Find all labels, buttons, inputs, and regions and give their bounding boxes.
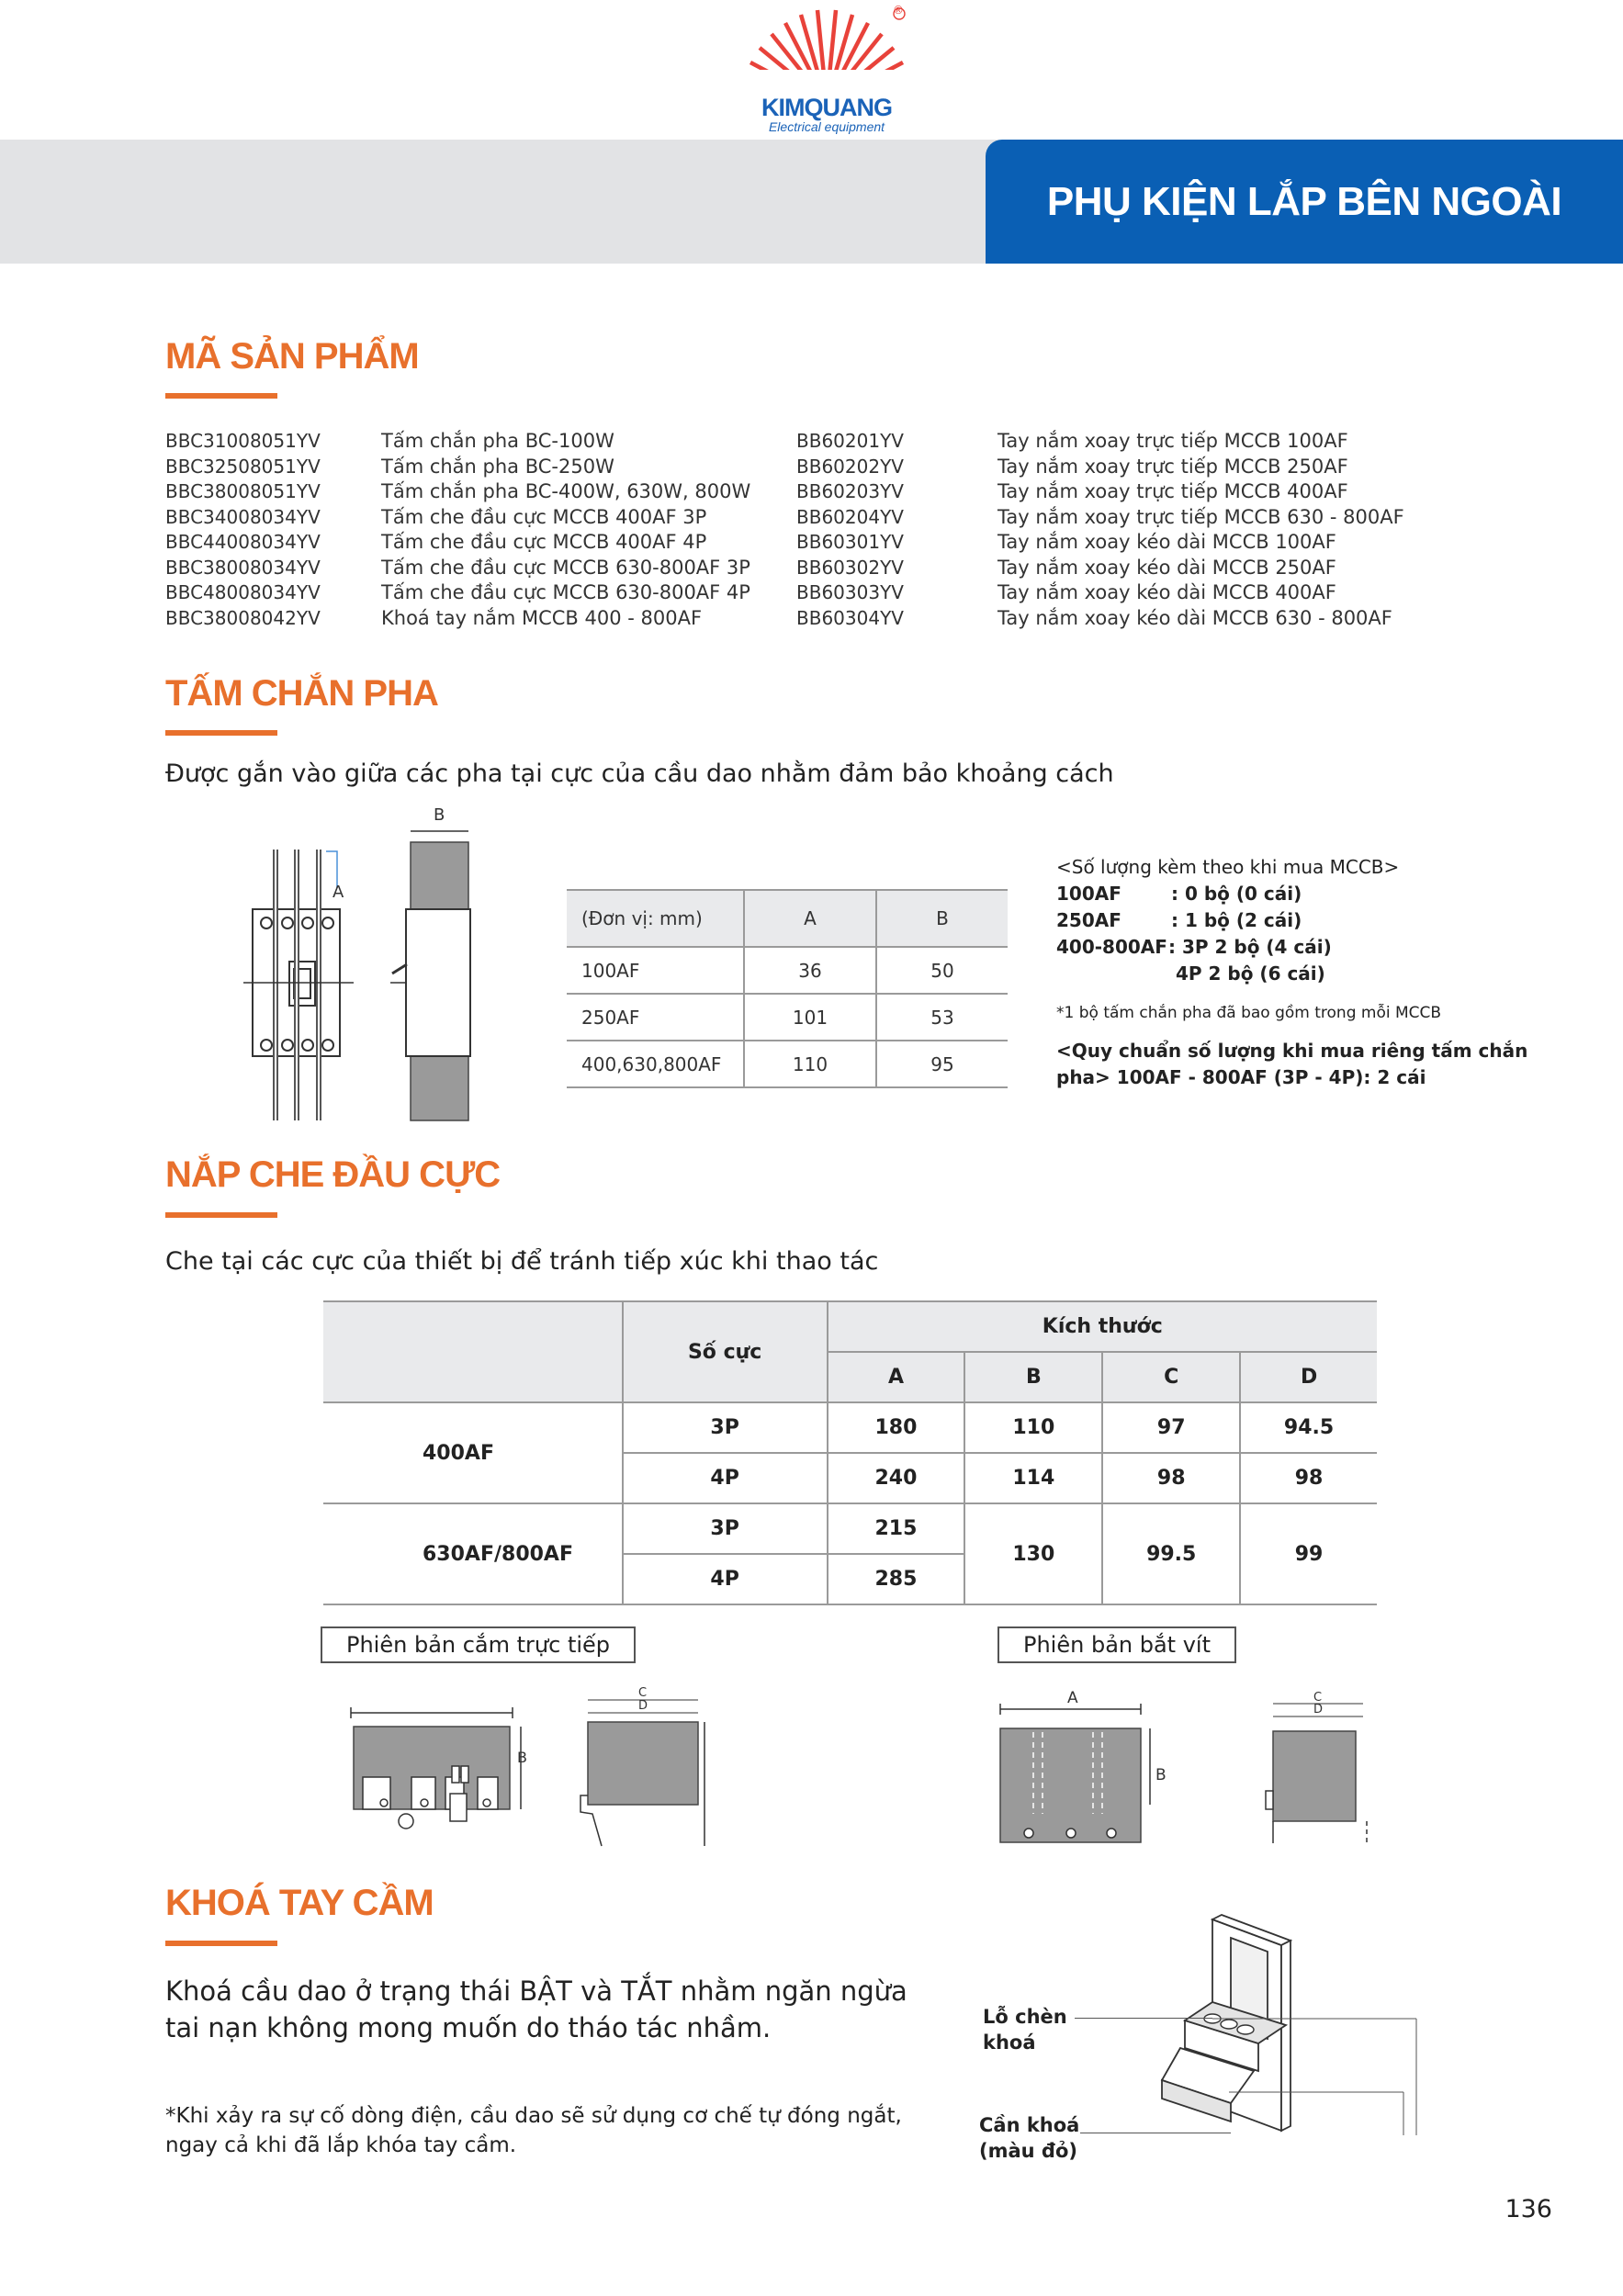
section-title-phase-barrier: TẤM CHẮN PHA <box>165 673 438 714</box>
product-code: BBC44008034YV <box>165 531 321 553</box>
table-row <box>567 947 1008 994</box>
handle-lock-description-line: tai nạn không mong muốn do tháo tác nhầm. <box>165 2012 772 2043</box>
screw-cover-side-view <box>1273 1731 1356 1821</box>
registered-mark: ® <box>893 4 904 17</box>
product-description: Tay nắm xoay kéo dài MCCB 100AF <box>997 531 1336 553</box>
quantity-value: : 1 bộ (2 cái) <box>1171 909 1302 931</box>
product-code: BB60301YV <box>796 531 904 553</box>
table-cell: 100AF <box>567 947 744 994</box>
sunburst-logo-icon <box>730 4 923 105</box>
handle-lock-diagram <box>1075 1910 1433 2149</box>
terminal-cover-description: Che tại các cực của thiết bị để tránh tiếp xúc khi thao tác <box>165 1247 879 1276</box>
label-lock-hole-line: khoá <box>983 2032 1036 2054</box>
leader-line <box>1075 2018 1212 2019</box>
product-description: Tấm che đầu cực MCCB 630-800AF 3P <box>381 556 750 579</box>
terminal-cover-screw-diagram <box>992 1685 1396 1855</box>
section-underline <box>165 1212 277 1218</box>
table-cell: 110 <box>744 1041 876 1087</box>
quantity-row <box>1056 961 1571 987</box>
table-header: D <box>1240 1352 1377 1402</box>
phase-barrier-table <box>567 889 1008 1088</box>
product-code-list-right <box>796 429 1494 631</box>
product-description: Tấm che đầu cực MCCB 400AF 3P <box>381 505 707 528</box>
product-code: BBC48008034YV <box>165 581 321 603</box>
table-header: A <box>828 1352 965 1402</box>
product-code-row <box>165 429 772 455</box>
table-cell: 97 <box>1102 1402 1240 1453</box>
dimension-label-c: C <box>1313 1691 1323 1705</box>
table-cell: 95 <box>876 1041 1008 1087</box>
quantity-rating: 400-800AF <box>1056 936 1167 958</box>
product-description: Tấm chắn pha BC-400W, 630W, 800W <box>381 480 751 502</box>
product-code: BB60302YV <box>796 556 904 579</box>
page-number: 136 <box>1505 2195 1552 2223</box>
dimension-label-b: B <box>517 1749 527 1766</box>
product-description: Tấm che đầu cực MCCB 630-800AF 4P <box>381 581 750 603</box>
table-cell: 114 <box>964 1453 1102 1503</box>
table-row <box>323 1503 1377 1554</box>
product-code: BB60203YV <box>796 480 904 502</box>
table-cell: 94.5 <box>1240 1402 1377 1453</box>
table-row <box>567 994 1008 1041</box>
table-cell: 180 <box>828 1402 965 1453</box>
label-lock-lever-line: Cần khoá <box>979 2114 1080 2136</box>
handle-lock-note-line: ngay cả khi đã lắp khóa tay cầm. <box>165 2133 517 2157</box>
product-description: Tay nắm xoay trực tiếp MCCB 630 - 800AF <box>997 505 1404 528</box>
product-code-row <box>796 505 1494 531</box>
terminal-cover-table <box>323 1300 1377 1605</box>
label-screw-version: Phiên bản bắt vít <box>997 1626 1236 1663</box>
product-code: BB60204YV <box>796 505 904 528</box>
table-cell: 285 <box>828 1554 965 1604</box>
table-cell: 630AF/800AF <box>323 1503 623 1604</box>
section-underline <box>165 1941 277 1946</box>
handle-lock-note <box>165 2101 902 2160</box>
table-header: B <box>964 1352 1102 1402</box>
quantity-value: : 3P 2 bộ (4 cái) <box>1168 936 1332 958</box>
brand-tagline: Electrical equipment <box>768 119 885 134</box>
table-cell: 4P <box>623 1554 828 1604</box>
product-description: Tay nắm xoay trực tiếp MCCB 400AF <box>997 480 1348 502</box>
label-lock-lever-line: (màu đỏ) <box>979 2140 1077 2162</box>
dimension-label-c: C <box>638 1686 648 1700</box>
product-description: Tay nắm xoay kéo dài MCCB 250AF <box>997 556 1336 579</box>
table-row <box>567 1041 1008 1087</box>
quantity-value: : 0 bộ (0 cái) <box>1171 883 1302 905</box>
table-header: A <box>744 890 876 947</box>
table-cell: 250AF <box>567 994 744 1041</box>
dimension-label-d: D <box>638 1699 648 1713</box>
handle-lock-description-line: Khoá cầu dao ở trạng thái BẬT và TẮT nhằm ngăn ngừa <box>165 1975 907 2007</box>
table-cell: 400,630,800AF <box>567 1041 744 1087</box>
screw-cover-front-view <box>1000 1728 1141 1842</box>
product-code-row <box>796 556 1494 581</box>
table-cell: 98 <box>1240 1453 1377 1503</box>
label-lock-hole-line: Lỗ chèn <box>983 2006 1067 2028</box>
section-title-product-codes: MÃ SẢN PHẨM <box>165 336 419 377</box>
brand-name: KIMQUANG <box>761 94 892 121</box>
table-cell: 99 <box>1240 1503 1377 1604</box>
section-underline <box>165 730 277 736</box>
quantity-value: 4P 2 bộ (6 cái) <box>1176 962 1325 985</box>
quantity-title: <Số lượng kèm theo khi mua MCCB> <box>1056 856 1400 878</box>
table-cell: 110 <box>964 1402 1102 1453</box>
table-cell: 400AF <box>323 1402 623 1503</box>
quantity-row <box>1056 934 1571 961</box>
quantity-standard-line: pha> 100AF - 800AF (3P - 4P): 2 cái <box>1056 1066 1426 1088</box>
table-cell: 50 <box>876 947 1008 994</box>
quantity-row <box>1056 881 1571 907</box>
table-header: Kích thước <box>828 1301 1377 1352</box>
product-description: Tấm che đầu cực MCCB 400AF 4P <box>381 531 707 553</box>
product-code-row <box>796 429 1494 455</box>
product-code: BBC34008034YV <box>165 505 321 528</box>
table-cell: 3P <box>623 1503 828 1554</box>
quantity-rating <box>1056 961 1176 987</box>
product-description: Tay nắm xoay kéo dài MCCB 400AF <box>997 581 1336 603</box>
dimension-label-a: A <box>1067 1689 1078 1707</box>
table-header: B <box>876 890 1008 947</box>
product-code-row <box>796 606 1494 632</box>
product-description: Tấm chắn pha BC-100W <box>381 430 614 452</box>
product-code: BB60303YV <box>796 581 904 603</box>
table-corner <box>323 1301 623 1402</box>
breaker-side-view <box>406 909 470 1056</box>
table-cell: 36 <box>744 947 876 994</box>
handle-lock-description <box>165 1973 907 2046</box>
product-code: BB60202YV <box>796 455 904 478</box>
product-code: BB60201YV <box>796 430 904 452</box>
quantity-row <box>1056 907 1571 934</box>
quantity-standard <box>1056 1038 1571 1091</box>
page-title: PHỤ KIỆN LẮP BÊN NGOÀI <box>1046 179 1562 224</box>
section-underline <box>165 393 277 399</box>
table-cell: 99.5 <box>1102 1503 1240 1604</box>
quantity-footnote: *1 bộ tấm chắn pha đã bao gồm trong mỗi MCCB <box>1056 1004 1442 1022</box>
table-cell: 215 <box>828 1503 965 1554</box>
quantity-rating: 100AF <box>1056 883 1121 905</box>
label-lock-lever <box>979 2112 1079 2164</box>
dimension-label-d: D <box>1313 1703 1324 1716</box>
quantity-standard-line: <Quy chuẩn số lượng khi mua riêng tấm chắn <box>1056 1040 1528 1062</box>
label-lock-hole <box>983 2004 1067 2055</box>
phase-barrier-description: Được gắn vào giữa các pha tại cực của cầu dao nhằm đảm bảo khoảng cách <box>165 760 1114 788</box>
quantity-rating: 250AF <box>1056 909 1121 931</box>
table-cell: 3P <box>623 1402 828 1453</box>
table-cell: 53 <box>876 994 1008 1041</box>
terminal-cover-direct-diagram <box>340 1685 726 1851</box>
product-code-row <box>165 455 772 480</box>
table-cell: 98 <box>1102 1453 1240 1503</box>
section-title-terminal-cover: NẮP CHE ĐẦU CỰC <box>165 1154 501 1195</box>
phase-barrier-diagram <box>234 794 482 1125</box>
product-code-row <box>165 505 772 531</box>
product-code: BBC38008034YV <box>165 556 321 579</box>
product-description: Tay nắm xoay trực tiếp MCCB 100AF <box>997 430 1348 452</box>
product-code: BB60304YV <box>796 606 904 629</box>
product-code-row <box>796 530 1494 556</box>
table-header: C <box>1102 1352 1240 1402</box>
table-header: Số cực <box>623 1301 828 1402</box>
product-code: BBC31008051YV <box>165 430 321 452</box>
section-title-handle-lock: KHOÁ TAY CẦM <box>165 1883 434 1923</box>
product-code: BBC32508051YV <box>165 455 321 478</box>
dimension-label-a: A <box>332 883 344 902</box>
product-code-row <box>165 580 772 606</box>
product-description: Tay nắm xoay trực tiếp MCCB 250AF <box>997 455 1348 478</box>
dimension-label-b: B <box>434 805 445 825</box>
product-code: BBC38008042YV <box>165 606 321 629</box>
table-header: (Đơn vị: mm) <box>567 890 744 947</box>
table-cell: 240 <box>828 1453 965 1503</box>
handle-lock-note-line: *Khi xảy ra sự cố dòng điện, cầu dao sẽ sử dụng cơ chế tự đóng ngắt, <box>165 2104 902 2128</box>
table-cell: 4P <box>623 1453 828 1503</box>
product-code-row <box>165 606 772 632</box>
product-code-row <box>796 580 1494 606</box>
direct-cover-side-view <box>588 1722 698 1805</box>
table-cell: 101 <box>744 994 876 1041</box>
product-code-list-left <box>165 429 772 631</box>
product-code-row <box>796 479 1494 505</box>
phase-barrier-quantity-notes <box>1056 854 1571 1091</box>
product-code-row <box>796 455 1494 480</box>
product-description: Tay nắm xoay kéo dài MCCB 630 - 800AF <box>997 606 1392 629</box>
product-code: BBC38008051YV <box>165 480 321 502</box>
product-code-row <box>165 530 772 556</box>
brand-logo <box>730 4 923 141</box>
product-description: Tấm chắn pha BC-250W <box>381 455 614 478</box>
table-cell: 130 <box>964 1503 1102 1604</box>
product-description: Khoá tay nắm MCCB 400 - 800AF <box>381 606 703 629</box>
product-code-row <box>165 556 772 581</box>
product-code-row <box>165 479 772 505</box>
label-direct-plug-version: Phiên bản cắm trực tiếp <box>321 1626 636 1663</box>
dimension-label-b: B <box>1155 1766 1167 1784</box>
table-row <box>323 1402 1377 1453</box>
